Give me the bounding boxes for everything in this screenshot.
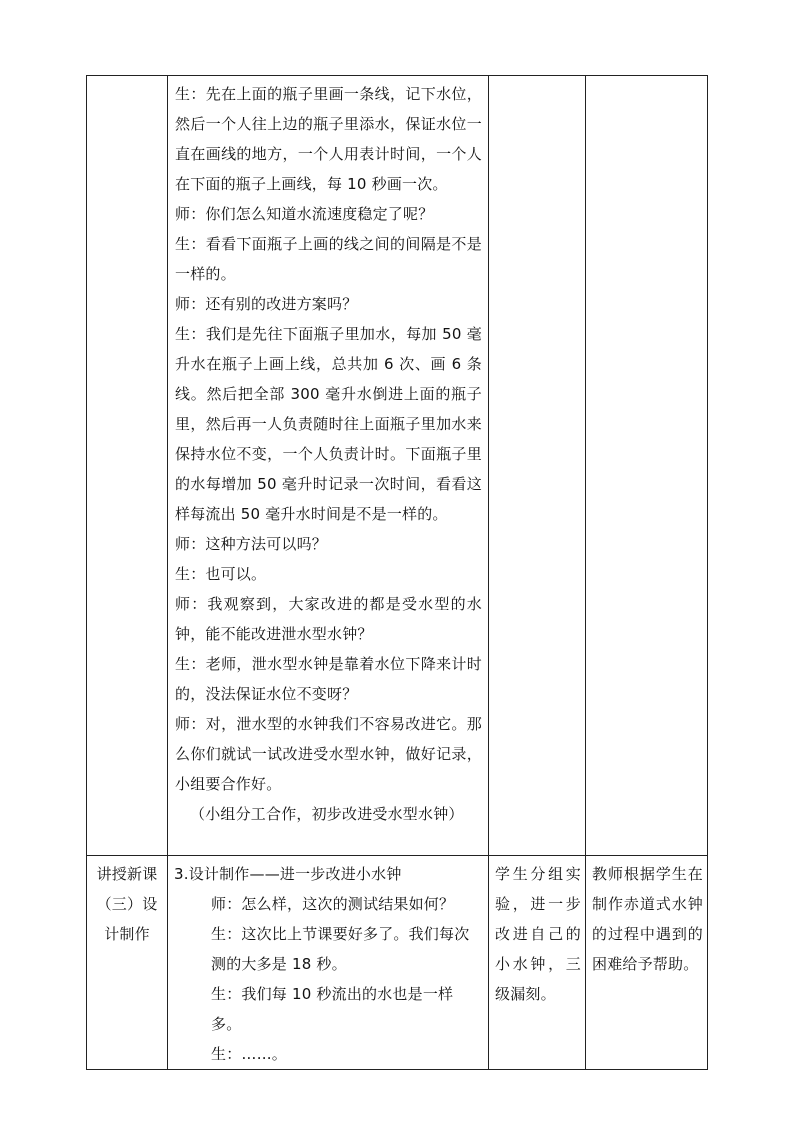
teaching-process-cell xyxy=(168,856,489,1070)
dialogue-line: 生：也可以。 xyxy=(175,565,267,583)
table-row xyxy=(87,856,708,1070)
student-activity-cell xyxy=(489,856,586,1070)
dialogue-line: 生：老师，泄水型水钟是靠着水位下降来计时的，没法保证水位不变呀？ xyxy=(175,655,482,703)
dialogue-line: 师：这种方法可以吗？ xyxy=(175,535,328,553)
lesson-plan-table xyxy=(86,75,708,1070)
dialogue-line: 师：对，泄水型的水钟我们不容易改进它。那么你们就试一试改进受水型水钟，做好记录，小组要合作好。 xyxy=(175,715,482,793)
stage-label: （三）设 xyxy=(96,895,158,913)
stage-label: 计制作 xyxy=(104,925,150,943)
teacher-activity-cell xyxy=(586,856,708,1070)
stage-cell xyxy=(87,856,168,1070)
stage-label: 讲授新课 xyxy=(96,865,158,883)
section-heading: 3.设计制作——进一步改进小水钟 xyxy=(174,865,402,883)
dialogue-line: 生：看看下面瓶子上画的线之间的间隔是不是一样的。 xyxy=(175,235,482,283)
dialogue-line: 师：还有别的改进方案吗？ xyxy=(175,295,358,313)
stage-cell-empty xyxy=(87,76,168,856)
dialogue-line: 师：你们怎么知道水流速度稳定了呢？ xyxy=(175,205,434,223)
design-intent-cell-empty xyxy=(586,76,708,856)
dialogue-line: 生：这次比上节课要好多了。我们每次测的大多是 18 秒。 xyxy=(211,925,470,973)
student-activity-cell-empty xyxy=(489,76,586,856)
dialogue-line: 生：我们是先往下面瓶子里加水，每加 50 毫升水在瓶子上画上线，总共加 6 次、画 6 条线。然后把全部 300 毫升水倒进上面的瓶子里，然后再一人负责随时往上面瓶子里加水来保持水位不变，一个人负责计时。下面瓶子里的水每增加 50 毫升时记录一次时间，看看这样每流出 50 毫升水时间是不是一样的。 xyxy=(175,325,482,523)
dialogue-line: 生：先在上面的瓶子里画一条线，记下水位，然后一个人往上边的瓶子里添水，保证水位一直在画线的地方，一个人用表计时间，一个人在下面的瓶子上画线，每 10 秒画一次。 xyxy=(175,85,482,193)
dialogue-line: 师：怎么样，这次的测试结果如何？ xyxy=(211,895,455,913)
teacher-activity-text: 教师根据学生在制作赤道式水钟的过程中遇到的困难给予帮助。 xyxy=(592,865,703,973)
dialogue-line: 师：我观察到，大家改进的都是受水型的水钟，能不能改进泄水型水钟？ xyxy=(175,595,482,643)
student-activity-text: 学生分组实验，进一步改进自己的小水钟，三级漏刻。 xyxy=(495,865,581,1003)
activity-note: （小组分工合作，初步改进受水型水钟） xyxy=(190,805,464,823)
table-row xyxy=(87,76,708,856)
dialogue-line: 生：……。 xyxy=(211,1045,288,1063)
teaching-process-cell xyxy=(168,76,489,856)
dialogue-line: 生：我们每 10 秒流出的水也是一样多。 xyxy=(211,985,454,1033)
